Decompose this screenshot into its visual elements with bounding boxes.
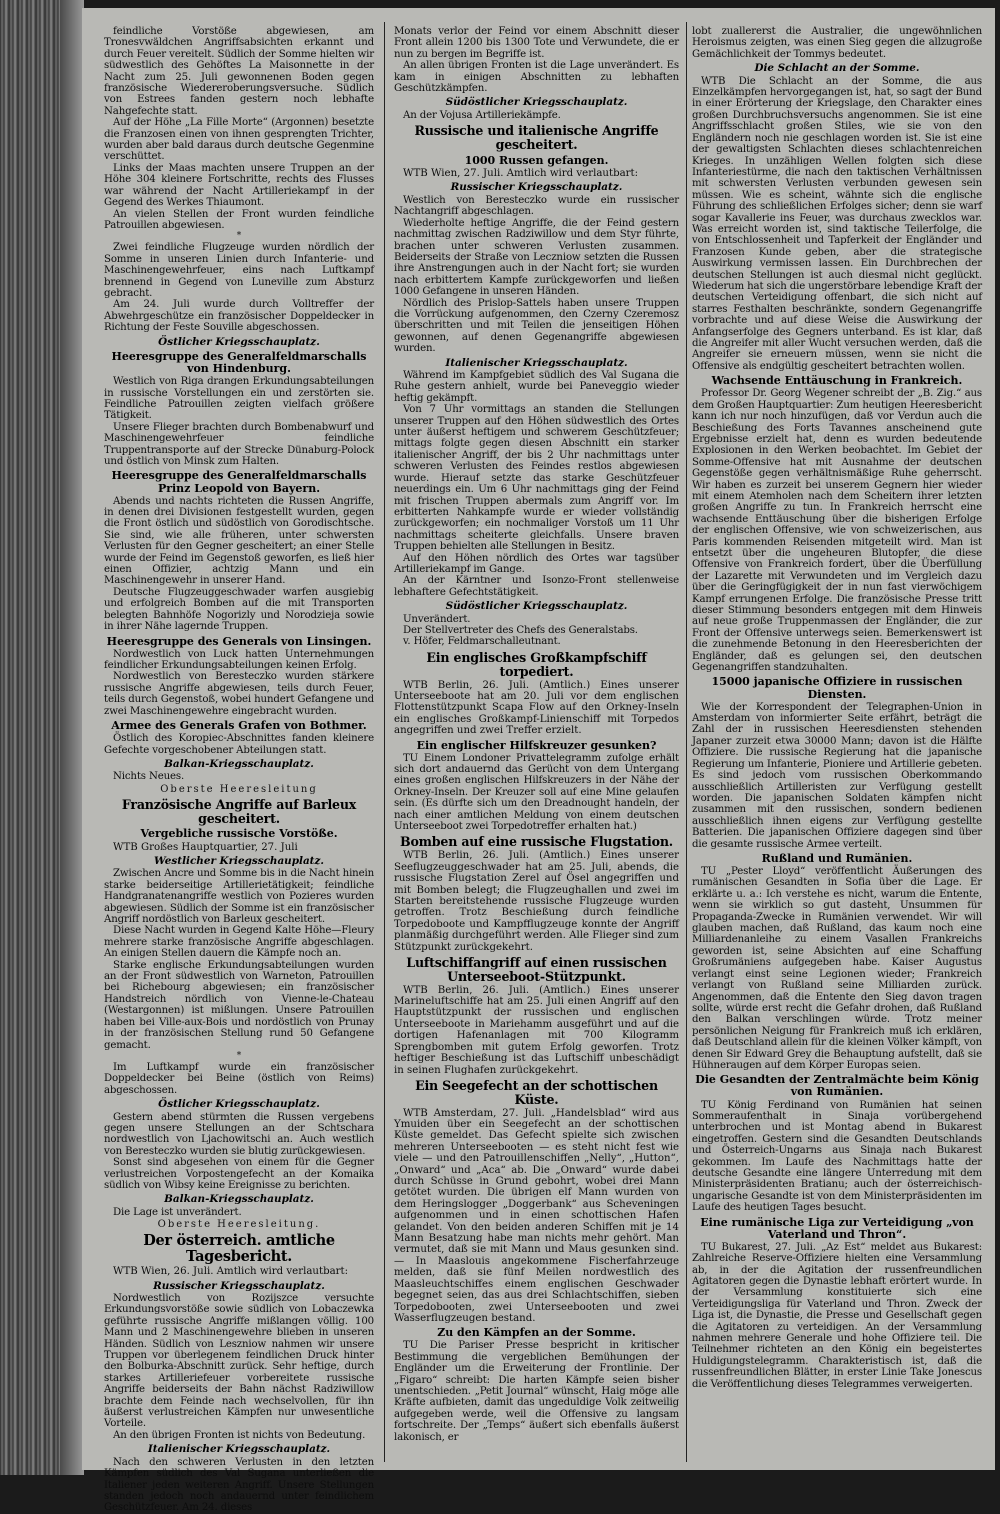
column-left: [104, 26, 375, 1514]
article-paragraph: Zwischen Ancre und Somme bis in die Nacht hinein starke beiderseitige Artillerietätigkeit; feindliche Handgranatenangriffe westlich von Pozieres wurden abgewiesen. Südlich der Somme ist ein französischer Angriff nordöstlich von Barleux gescheitert.: [104, 868, 374, 926]
subheadline: Rußland und Rumänien.: [761, 851, 913, 865]
article-paragraph: Nordwestlich von Beresteczko wurden stärkere russische Angriffe abgewiesen, teils durch Feuer, teils durch Gegenstoß, wobei hundert Gefangene und zwei Maschinengewehre eingebracht wurden.: [104, 671, 375, 717]
article-paragraph: v. Höfer, Feldmarschalleutnant.: [403, 636, 561, 648]
section-heading: Italienischer Kriegsschauplatz.: [147, 1443, 331, 1456]
article-paragraph: Nördlich des Prislop-Sattels haben unsere Truppen die Vorrückung aufgenommen, den Czerny Czeremosz überschritten und mit Teilen die jenseitigen Höhen gewonnen, auf denen Gegenangriffe abgewiesen wurden.: [394, 297, 679, 355]
signature-line: Oberste Heeresleitung: [160, 783, 318, 795]
article-paragraph: Von 7 Uhr vormittags an standen die Stellungen unserer Truppen auf den Höhen südwestlich des Ortes unter äußerst heftigem und schwerem Geschützfeuer; mittags folgte gegen diesen Abschnitt ein starker italienischer Angriff, der bis 2 Uhr nachmittags unter schweren Verlusten des Feindes restlos abgewiesen wurde. Hierauf setzte das starke Geschützfeuer neuerdings ein. Um 6 Uhr nachmittags ging der Feind mit frischen Truppen abermals zum Angriff vor. Im erbitterten Nahkampfe wurde er wieder vollständig zurückgeworfen; ein nochmaliger Vorstoß um 11 Uhr nachmittags scheiterte gleichfalls. Unsere braven Truppen behielten alle Stellungen in Besitz.: [394, 404, 679, 553]
article-paragraph: Die Lage ist unverändert.: [113, 1206, 242, 1218]
book-gutter: [60, 0, 84, 1475]
article-paragraph: Der Stellvertreter des Chefs des Generalstabs.: [403, 625, 638, 636]
column-right: [692, 26, 982, 1458]
separator-asterisk: *: [236, 1050, 242, 1061]
article-paragraph: Nach den schweren Verlusten in den letzten Kämpfen südlich des Val Sugana unterließen die Italiener jeden weiteren Angriff. Unsere Stellungen standen jedoch noch andauernd unter feindlichem Geschützfeuer. Am 24. dieses: [104, 1456, 374, 1514]
article-paragraph: Nichts Neues.: [113, 771, 185, 783]
subheadline: Heeresgruppe des Generalfeldmarschalls Prinz Leopold von Bayern.: [111, 469, 367, 495]
article-paragraph: TU „Pester Lloyd“ veröffentlicht Äußerungen des rumänischen Gesandten in Sofia über die Lage. Er erklärte u. a.: Ich verstehe es nicht, warum die Entente, wenn sie wirklich so gut dasteht, Unsummen für Propaganda-Zwecke in Rumänien verwendet. Wir will glauben machen, daß Rußland, das kaum noch eine Milliardenanleihe zu einem Vasallen Frankreichs geworden ist, seine Absichten auf eine Schaffung Großrumäniens aufgegeben habe. Kaiser Augustus verlangt einst seine Legionen wieder; Frankreich verlangt von Rußland seine Milliarden zurück. Angenommen, daß die Entente den Sieg davon tragen sollte, würde erst recht die Gefahr drohen, daß Rußland den Balkan verschlingen würde. Trotz meiner persönlichen Neigung für Frankreich muß ich erklären, daß Deutschland allein für die kleinen Völker kämpft, von denen Sir Edward Grey die Behauptung aufstellt, daß sie Hühneraugen auf dem Körper Europas seien.: [692, 866, 982, 1071]
section-heading: Östlicher Kriegsschauplatz.: [158, 1098, 320, 1111]
article-paragraph: TU Bukarest, 27. Juli. „Az Est“ meldet aus Bukarest: Zahlreiche Reserve-Offiziere hielten eine Versammlung ab, in der die Agitation der russenfreundlichen Agitatoren gegen die Dynastie lebhaft erörtert wurde. In der Versammlung konstituierte sich eine Verteidigungsliga für Vaterland und Thron. Zweck der Liga ist, die Dynastie, die Presse und Gesellschaft gegen die Agitatoren zu verteidigen. An der Versammlung nahmen mehrere Generale und hohe Offiziere teil. Die Teilnehmer richteten an den König ein begeistertes Huldigungstelegramm. Charakteristisch ist, daß die russenfreundlichen Blätter, in erster Linie Take Jonescus die Veröffentlichung dieses Telegrammes verweigerten.: [692, 1241, 982, 1390]
dateline-paragraph: WTB Berlin, 26. Juli. (Amtlich.) Eines unserer Seeflugzeuggeschwader hat am 25. Juli, abends, die russische Flugstation Zerel auf Ösel angegriffen und mit Bomben belegt; die Flugzeughallen und zwei im Starten bereitstehende russische Flugzeuge wurden getroffen. Trotz Beschießung durch feindliche Torpedoboote und Kampfflugzeuge konnte der Angriff planmäßig durchgeführt werden. Alle Flieger sind zum Stützpunkt zurückgekehrt.: [394, 850, 679, 953]
article-paragraph: Gestern abend stürmten die Russen vergebens gegen unsere Stellungen an der Schtschara nordwestlich von Ljachowitschi an. Auch westlich von Beresteczko wurden sie blutig zurückgewiesen.: [104, 1111, 374, 1157]
separator-asterisk: *: [236, 231, 242, 242]
article-paragraph: Unverändert.: [403, 613, 471, 625]
subheadline: Die Gesandten der Zentralmächte beim König von Rumänien.: [695, 1073, 979, 1099]
article-paragraph: Monats verlor der Feind vor einem Abschnitt dieser Front allein 1200 bis 1300 Tote und Verwundete, die er nun zu bergen im Begriffe ist.: [394, 26, 679, 60]
article-paragraph: An allen übrigen Fronten ist die Lage unverändert. Es kam in einigen Abschnitten zu lebhaften Geschützkämpfen.: [394, 60, 679, 95]
article-paragraph: WTB Die Schlacht an der Somme, die aus Einzelkämpfen hervorgegangen ist, hat, so sagt der Bund in einer Erörterung der Kriegslage, den Charakter eines großen Durchbruchsversuchs angenommen. Sie ist eine Angriffsschlacht großen Stiles, wie sie von den Engländern noch nie geschlagen worden ist. Sie ist eine der gewaltigsten Schlachten dieses schlachtenreichen Krieges. In unzähligen Wellen folgten sich diese Infanteriestürme, die nach den taktischen Verhältnissen mit schwersten Verlusten verbunden gewesen sein müssen. Wie es scheint, wähnte sich die englische Führung des schließlichen Erfolges sicher; denn sie warf sogar Kavallerie ins Feuer, was durchaus zwecklos war. Was erreicht worden ist, sind taktische Teilerfolge, die von Entschlossenheit und Tapferkeit der Engländer und Franzosen Kunde geben, aber die strategische Auswirkung vermissen lassen. Ein Durchbrechen der deutschen Stellungen ist auch diesmal nicht geglückt. Wiederum hat sich die ungerstörbare lebendige Kraft der deutschen Verteidigung offenbart, die sich nicht auf starres Festhalten beschränkte, sondern Gegenangriffe vorbrachte und auf diese Weise die Auswirkung der Anfangserfolge des Gegners unterband. Es ist klar, daß die Angreifer mit aller Wucht versuchen werden, daß die Angreifer sie erneuern müssen, wenn sie nicht die Offensive als endgültig gescheitert betrachten wollen.: [692, 75, 982, 372]
article-paragraph: TU Einem Londoner Privattelegramm zufolge erhält sich dort andauernd das Gerücht von dem Untergang eines großen englischen Hilfskreuzers in der Nähe der Orkney-Inseln. Der Kreuzer soll auf eine Mine gelaufen sein. (Es dürfte sich um den Dreadnought handeln, der nach einer amtlichen Meldung von einem deutschen Unterseeboot zwei Torpedotreffer erhalten hat.): [394, 752, 679, 833]
article-paragraph: Westlich von Beresteczko wurde ein russischer Nachtangriff abgeschlagen.: [394, 194, 679, 218]
dateline-paragraph: WTB Amsterdam, 27. Juli. „Handelsblad“ wird aus Ymuiden über ein Seegefecht an der schottischen Küste gemeldet. Das Gefecht spielte sich zwischen mehreren Unterseebooten — es steht nicht fest wie viele — und den Patrouillenschiffen „Nelly“, „Hutton“, „Onward“ und „Aca“ ab. Die „Onward“ wurde dabei durch Schüsse in Grund gebohrt, wobei drei Mann getötet wurden. Die übrigen elf Mann wurden von dem Heringslogger „Doggerbank“ aus Scheveningen aufgenommen und in einen schottischen Hafen gelandet. Von den beiden anderen Schiffen mit je 14 Mann Besatzung habe man nichts mehr gehört. Man vermutet, daß sie mit Mann und Maus gesunken sind. — In Maaslouis angekommene Fischerfahrzeuge melden, daß sie fünf Meilen nordwestlich des Maasleuchtschiffes einem englischen Geschwader begegnet seien, das aus drei Schlachtschiffen, sieben Torpedobooten, zwei Unterseebooten und zwei Wasserflugzeugen bestand.: [394, 1107, 679, 1324]
article-paragraph: Wie der Korrespondent der Telegraphen-Union in Amsterdam von informierter Seite erfährt, beträgt die Zahl der in russischen Heeresdiensten stehenden Japaner zurzeit etwa 30000 Mann; davon ist die Hälfte Offiziere. Die russische Regierung hat die japanische Regierung um Infanterie, Pioniere und Artillerie gebeten. Es sind jedoch vom russischen Oberkommando ausschließlich Artilleristen zur Verfügung gestellt worden. Die japanischen Soldaten kämpfen nicht zusammen mit den russischen, sondern bedienen ausschließlich ihnen eigens zur Verfügung gestellte Batterien. Die japanischen Offiziere dagegen sind über die gesamte russische Armee verteilt.: [692, 701, 982, 850]
subheadline: 1000 Russen gefangen.: [464, 153, 609, 167]
article-paragraph: Links der Maas machten unsere Truppen an der Höhe 304 kleinere Fortschritte, rechts des Flusses war während der Nacht Artilleriekampf in der Gegend des Werkes Thiaumont.: [104, 162, 374, 209]
article-paragraph: Unsere Flieger brachten durch Bombenabwurf und Maschinengewehrfeuer feindliche Truppentransporte auf der Strecke Dünaburg-Polock und östlich von Minsk zum Halten.: [104, 421, 374, 468]
article-paragraph: Professor Dr. Georg Wegener schreibt der „B. Zig.“ aus dem Großen Hauptquartier: Zum heutigen Heeresbericht kann ich nur noch hinzufügen, daß vor Verdun auch die Beschießung des Forts Tavannes anscheinend gute Ergebnisse erzielt hat, denn es wurden bedeutende Explosionen in den Werken beobachtet. Im Gebiet der Somme-Offensive hat mit Ausnahme der deutschen Gegenstöße gegen verhältnismäßige Ruhe geherrscht. Wir haben es zurzeit bei unserem Gegnern hier wieder mit einem Atemholen nach dem Scheitern ihrer letzten großen Angriffe zu tun. In Frankreich herrscht eine wachsende Enttäuschung über die bisherigen Erfolge der englischen Offensive, wie von schweizerischen, aus Paris kommenden Reisenden mitgeteilt wird. Man ist entsetzt über die ungeheuren Blutopfer, die diese Offensive von Frankreich fordert, über die Überfüllung der Lazarette mit Verwundeten und im Vergleich dazu über die Geringfügigkeit der in nun fast vierwöchigem Kampf errungenen Erfolge. Die französische Presse tritt dieser Stimmung besonders entgegen mit dem Hinweis auf neue große Truppenmassen der Engländer, die zur Front der Offensive unterwegs seien. Bemerkenswert ist die zunehmende Betonung in den Heeresberichten der Engländer, daß es gelungen sei, den deutschen Gegenangriffen standzuhalten.: [692, 388, 983, 674]
dateline-paragraph: WTB Berlin, 26. Juli. (Amtlich.) Eines unserer Marineluftschiffe hat am 25. Juli einen Angriff auf den Hauptstützpunkt der russischen und englischen Unterseeboote in Mariehamm ausgeführt und auf die dortigen Hafenanlagen mit 700 Kilogramm Sprengbomben mit gutem Erfolg geworfen. Trotz heftiger Beschießung ist das Luftschiff unbeschädigt in seinen Flughafen zurückgekehrt.: [394, 984, 679, 1076]
section-heading: Italienischer Kriegsschauplatz.: [445, 356, 628, 369]
article-paragraph: TU König Ferdinand von Rumänien hat seinen Sommeraufenthalt in Sinaja vorübergehend unterbrochen und ist Montag abend in Bukarest eingetroffen. Gestern sind die Gesandten Deutschlands und Österreich-Ungarns aus Sinaja nach Bukarest gekommen. Im Laufe des Nachmittags hatte der deutsche Gesandte eine längere Unterredung mit dem Ministerpräsidenten Bratianu; auch der österreichisch-ungarische Gesandte ist von dem Ministerpräsidenten im Laufe des heutigen Tages besucht.: [692, 1099, 982, 1214]
headline: Ein Seegefecht an der schottischen Küste.: [415, 1077, 658, 1107]
subheadline: Wachsende Enttäuschung in Frankreich.: [711, 374, 963, 388]
headline: Ein englisches Großkampfschiff torpediert.: [426, 649, 647, 679]
section-heading: Südöstlicher Kriegsschauplatz.: [445, 600, 628, 613]
section-heading: Westlicher Kriegsschauplatz.: [153, 854, 325, 867]
article-paragraph: Während im Kampfgebiet südlich des Val Sugana die Ruhe gestern anhielt, wurde bei Paneveggio wieder heftig gekämpft.: [394, 370, 679, 404]
dateline-paragraph: WTB Berlin, 26. Juli. (Amtlich.) Eines unserer Unterseeboote hat am 20. Juli vor dem englischen Flottenstützpunkt Scapa Flow auf den Orkney-Inseln ein englisches Großkampf-Linienschiff mit Torpedos angegriffen und zwei Treffer erzielt.: [394, 679, 679, 737]
article-paragraph: feindliche Vorstöße abgewiesen, am Tronesvwäldchen Angriffsabsichten erkannt und durch Feuer vereitelt. Südlich der Somme hielten wir südwestlich des Gehöftes La Maisonnette in der Nacht zum 25. Juli gewonnenen Boden gegen französische Wiedereroberungsversuche. Südlich von Estrees fanden gestern noch lebhafte Nahgefechte statt.: [104, 26, 374, 117]
headline: Französische Angriffe auf Barleux gescheitert.: [121, 796, 357, 826]
section-heading: Östlicher Kriegsschauplatz.: [158, 335, 320, 348]
section-heading: Die Schlacht an der Somme.: [754, 62, 920, 75]
article-paragraph: Auf der Höhe „La Fille Morte“ (Argonnen) besetzte die Franzosen einen von ihnen gesprengten Trichter, wurden aber bald daraus durch deutsche Gegenmine verschüttet.: [104, 117, 374, 163]
column-rule: [384, 22, 385, 1462]
column-middle: [394, 26, 679, 1458]
newspaper-page: [82, 8, 995, 1514]
subheadline: Zu den Kämpfen an der Somme.: [437, 1326, 636, 1340]
article-paragraph: Am 24. Juli wurde durch Volltreffer der Abwehrgeschütze ein französischer Doppeldecker in Richtung der Feste Souville abgeschossen.: [104, 299, 374, 334]
subheadline: Vergebliche russische Vorstöße.: [140, 827, 338, 841]
article-paragraph: Nordwestlich von Luck hatten Unternehmungen feindlicher Erkundungsabteilungen keinen Erfolg.: [104, 648, 374, 671]
section-heading: Balkan-Kriegsschauplatz.: [164, 757, 314, 770]
article-paragraph: Diese Nacht wurden in Gegend Kalte Höhe—Fleury mehrere starke französische Angriffe abgeschlagen. An einigen Stellen dauern die Kämpfe noch an.: [104, 925, 374, 960]
article-paragraph: An der Kärntner und Isonzo-Front stellenweise lebhaftere Gefechtstätigkeit.: [394, 575, 679, 598]
dateline-paragraph: WTB Wien, 27. Juli. Amtlich wird verlautbart:: [403, 168, 639, 180]
headline: Luftschiffangriff auf einen russischen Unterseeboot-Stützpunkt.: [406, 954, 667, 984]
article-paragraph: Östlich des Koropiec-Abschnittes fanden kleinere Gefechte vorgeschobener Abteilungen statt.: [104, 733, 374, 756]
headline: Russische und italienische Angriffe gescheitert.: [414, 123, 659, 153]
article-paragraph: Deutsche Flugzeuggeschwader warfen ausgiebig und erfolgreich Bomben auf die mit Transporten belegten Bahnhöfe Nogorizly und Norodzieja sowie in ihrer Nähe lagernde Truppen.: [104, 586, 374, 633]
article-paragraph: Sonst sind abgesehen von einem für die Gegner verlustreichen Vorpostengefecht an der Komaika südlich von Wibsy keine Ereignisse zu berichten.: [104, 1157, 374, 1191]
subheadline: Heeresgruppe des Generalfeldmarschalls von Hindenburg.: [111, 350, 367, 376]
article-paragraph: Westlich von Riga drangen Erkundungsabteilungen in russische Vorstellungen ein und zerstörten sie. Feindliche Patrouillen zeigten vielfach größere Tätigkeit.: [104, 376, 374, 422]
article-paragraph: Zwei feindliche Flugzeuge wurden nördlich der Somme in unseren Linien durch Infanterie- und Maschinengewehrfeuer, eins nach Luftkampf brennend in Gegend von Luneville zum Absturz gebracht.: [104, 242, 374, 299]
column-rule: [686, 22, 687, 1462]
article-paragraph: Abends und nachts richteten die Russen Angriffe, in denen drei Divisionen festgestellt wurden, gegen die Front östlich und südöstlich von Gorodischtsche. Sie sind, wie alle früheren, unter schwersten Verlusten für den Gegner gescheitert; an einer Stelle wurde der Feind im Gegenstoß geworfen, es ließ hier einen Offizier, achtzig Mann und ein Maschinengewehr in unserer Hand.: [104, 495, 374, 587]
article-paragraph: Starke englische Erkundungsabteilungen wurden an der Front südwestlich von Warneton, Patrouillen bei Richebourg abgewiesen; ein französischer Handstreich nördlich von Vienne-le-Chateau (Westargonnen) ist mißlungen. Unsere Patrouillen haben bei Ville-aux-Bois und nordöstlich von Prunay in der französischen Stellung rund 50 Gefangene gemacht.: [104, 959, 374, 1051]
article-paragraph: lobt zuallererst die Australier, die ungewöhnlichen Heroismus zeigten, was einen Sieg gegen die allzugroße Gemächlichkeit der Tommys bedeutet.: [692, 26, 982, 60]
article-paragraph: An der Vojusa Artilleriekämpfe.: [403, 109, 561, 121]
subheadline: Eine rumänische Liga zur Verteidigung „von Vaterland und Thron“.: [700, 1215, 974, 1241]
article-paragraph: An vielen Stellen der Front wurden feindliche Patrouillen abgewiesen.: [104, 208, 374, 231]
dateline-paragraph: WTB Großes Hauptquartier, 27. Juli: [113, 841, 298, 853]
article-paragraph: An den übrigen Fronten ist nichts von Bedeutung.: [113, 1429, 366, 1441]
headline: Der österreich. amtliche Tagesbericht.: [143, 1232, 335, 1266]
headline: Bomben auf eine russische Flugstation.: [400, 834, 673, 850]
subheadline: Armee des Generals Grafen von Bothmer.: [111, 719, 367, 733]
subheadline: Ein englischer Hilfskreuzer gesunken?: [416, 738, 657, 752]
section-heading: Balkan-Kriegsschauplatz.: [164, 1193, 314, 1206]
section-heading: Russischer Kriegsschauplatz.: [153, 1279, 325, 1292]
subheadline: Heeresgruppe des Generals von Linsingen.: [106, 634, 372, 648]
section-heading: Russischer Kriegsschauplatz.: [450, 181, 623, 194]
article-paragraph: Im Luftkampf wurde ein französischer Doppeldecker bei Beine (östlich von Reims) abgeschossen.: [104, 1061, 374, 1096]
dateline-paragraph: WTB Wien, 26. Juli. Amtlich wird verlautbart:: [113, 1266, 349, 1278]
article-paragraph: Nordwestlich von Rozijszce versuchte Erkundungsvorstöße sowie südlich von Lobaczewka geführte russische Angriffe mißlangen völlig. 100 Mann und 2 Maschinengewehre blieben in unseren Händen. Südlich von Leszniow nahmen wir unsere Truppen vor überlegenem feindlichen Druck hinter den Bolburka-Abschnitt zurück. Sehr heftige, durch starkes Artilleriefeuer vorbereitete russische Angriffe beiderseits der Bahn nächst Radziwillow brachte dem Feinde nach wechselvollen, für ihn äußerst verlustreichen Kämpfen nur unwesentliche Vorteile.: [104, 1292, 374, 1430]
article-paragraph: Wiederholte heftige Angriffe, die der Feind gestern nachmittag zwischen Radziwillow und dem Styr führte, brachen unter schweren Verlusten zusammen. Beiderseits der Straße von Leczniow setzten die Russen ihre Anstrengungen auch in der Nacht fort; sie wurden nach erbittertem Kampfe zurückgeworfen und ließen 1000 Gefangene in unseren Händen.: [394, 217, 679, 298]
article-paragraph: TU Die Pariser Presse bespricht in kritischer Bestimmung die vergeblichen Bemühungen der Engländer um die Erweiterung der Frontlinie. Der „Figaro“ schreibt: Die harten Kämpfe seien bisher unentschieden. „Petit Journal“ wünscht, Haig möge alle Kräfte aufbieten, damit das ungeduldige Volk zeitweilig aufgegeben werde, weil die Offensive zu langsam fortschreite. Der „Temps“ äußert sich ebenfalls äußerst lakonisch, er: [394, 1340, 679, 1443]
signature-line: Oberste Heeresleitung.: [157, 1219, 321, 1231]
article-paragraph: Auf den Höhen nördlich des Ortes war tagsüber Artilleriekampf im Gange.: [394, 552, 679, 575]
subheadline: 15000 japanische Offiziere in russischen Diensten.: [711, 675, 963, 701]
section-heading: Südöstlicher Kriegsschauplatz.: [445, 96, 628, 109]
